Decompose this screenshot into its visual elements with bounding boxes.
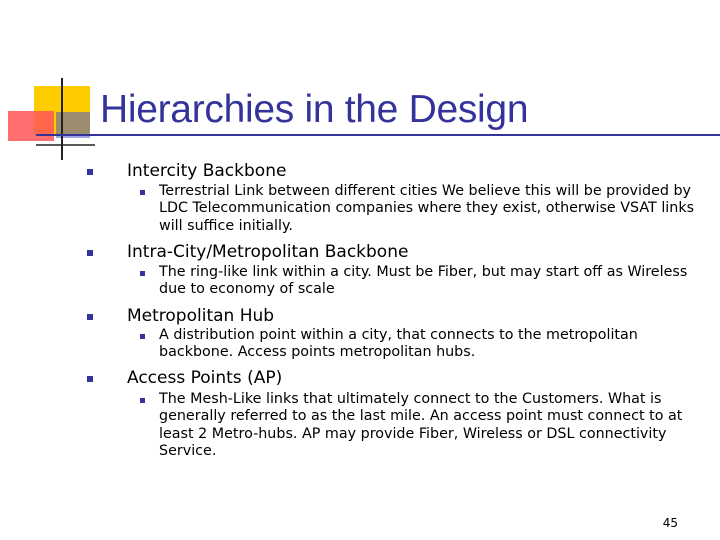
sub-bullet-icon (140, 334, 145, 339)
sub-bullet-icon (140, 190, 145, 195)
heading-access-points: Access Points (AP) (127, 368, 283, 388)
sub-bullet-icon (140, 271, 145, 276)
detail-intra-city-backbone: The ring-like link within a city. Must be Fiber, but may start off as Wireless due to economy of scale (159, 264, 688, 298)
heading-intra-city-backbone: Intra-City/Metropolitan Backbone (127, 242, 409, 262)
bullet-icon (87, 376, 93, 382)
title-underline (36, 134, 720, 136)
bullet-icon (87, 314, 93, 320)
bullet-icon (87, 250, 93, 256)
detail-access-points: The Mesh-Like links that ultimately connect to the Customers. What is generally referred to as the last mile. An access point must connect to at least 2 Metro-hubs. AP may provide Fiber, Wireless or DSL connectivity Service. (159, 391, 683, 460)
detail-intercity-backbone: Terrestrial Link between different cities We believe this will be provided by LDC Telecommunication companies where they exist, otherwise VSAT links will suffice initially. (159, 183, 695, 234)
deco-pink-block (8, 111, 54, 141)
page-number: 45 (662, 516, 678, 530)
bullet-icon (87, 169, 93, 175)
heading-intercity-backbone: Intercity Backbone (127, 161, 287, 181)
corner-decoration (0, 0, 110, 170)
detail-metropolitan-hub: A distribution point within a city, that connects to the metropolitan backbone. Access points metropolitan hubs. (159, 327, 638, 361)
heading-metropolitan-hub: Metropolitan Hub (127, 306, 275, 326)
sub-bullet-icon (140, 398, 145, 403)
slide-title: Hierarchies in the Design (100, 88, 529, 131)
